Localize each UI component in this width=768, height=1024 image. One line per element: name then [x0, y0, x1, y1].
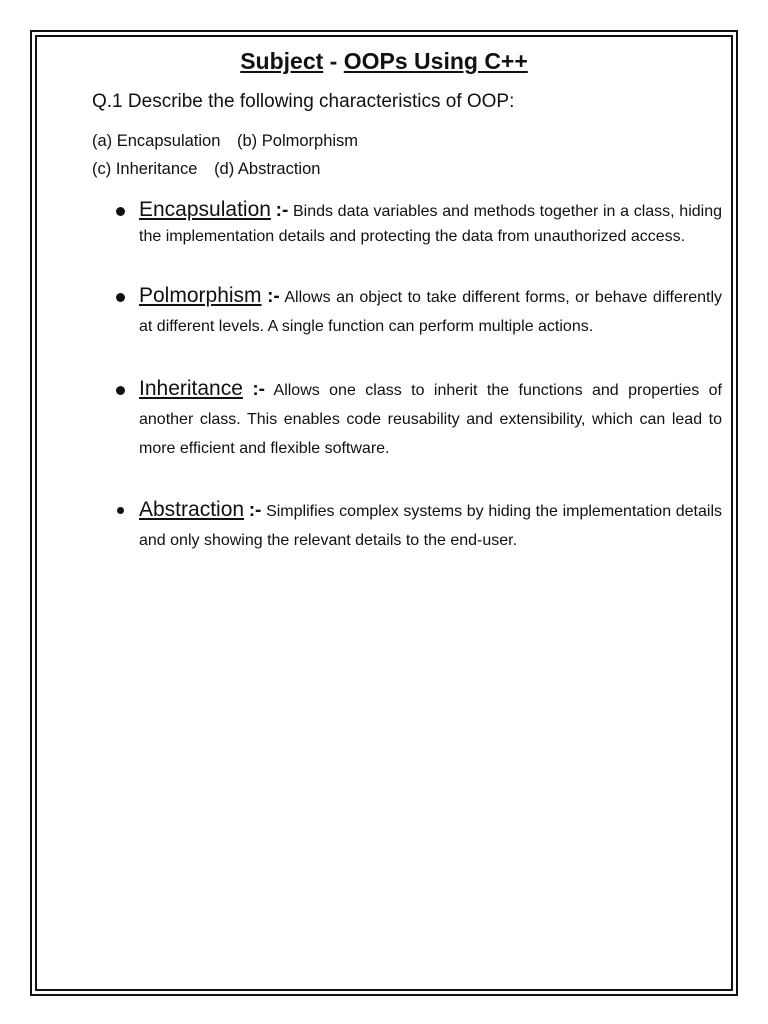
point-term: Inheritance — [139, 377, 243, 400]
bullet-icon — [116, 207, 125, 216]
point-separator: :- — [267, 286, 280, 307]
point-abstraction — [92, 495, 722, 555]
options-row-2 — [92, 155, 722, 183]
point-term: Encapsulation — [139, 198, 271, 221]
point-term: Abstraction — [139, 498, 245, 521]
bullet-icon — [116, 386, 125, 395]
point-text: Simplifies complex systems by hiding the implementation details and only showing the relevant details to the end-user. — [139, 503, 723, 549]
option-d: (d) Abstraction — [214, 160, 321, 178]
bullet-icon — [117, 507, 124, 514]
document-body — [92, 44, 722, 555]
point-inheritance — [92, 374, 722, 463]
title-dash: - — [323, 48, 344, 74]
point-text: Allows one class to inherit the functions and properties of another class. This enables code reusability and extensibility, which can lead to more efficient and flexible software. — [139, 382, 723, 457]
options-list — [92, 127, 722, 183]
option-a: (a) Encapsulation — [92, 132, 221, 150]
options-row-1 — [92, 127, 722, 155]
option-c: (c) Inheritance — [92, 160, 198, 178]
point-text: Allows an object to take different forms, or behave differently at different levels. A single function can perform multiple actions. — [139, 289, 722, 335]
point-encapsulation — [92, 197, 722, 249]
course-name: OOPs Using C++ — [343, 48, 528, 74]
point-separator: :- — [275, 200, 289, 221]
page-title — [0, 44, 768, 78]
point-text: Binds data variables and methods together in a class, hiding the implementation details and protecting the data from unauthorized access. — [139, 203, 722, 245]
point-polymorphism — [92, 281, 722, 341]
bullet-icon — [116, 293, 125, 302]
point-separator: :- — [248, 500, 262, 521]
question-heading: Q.1 Describe the following characteristics of OOP: — [92, 91, 515, 112]
answer-points — [92, 197, 722, 555]
point-separator: :- — [252, 379, 265, 400]
option-b: (b) Polmorphism — [237, 132, 359, 150]
point-term: Polmorphism — [139, 284, 262, 307]
subject-label: Subject — [240, 48, 324, 74]
